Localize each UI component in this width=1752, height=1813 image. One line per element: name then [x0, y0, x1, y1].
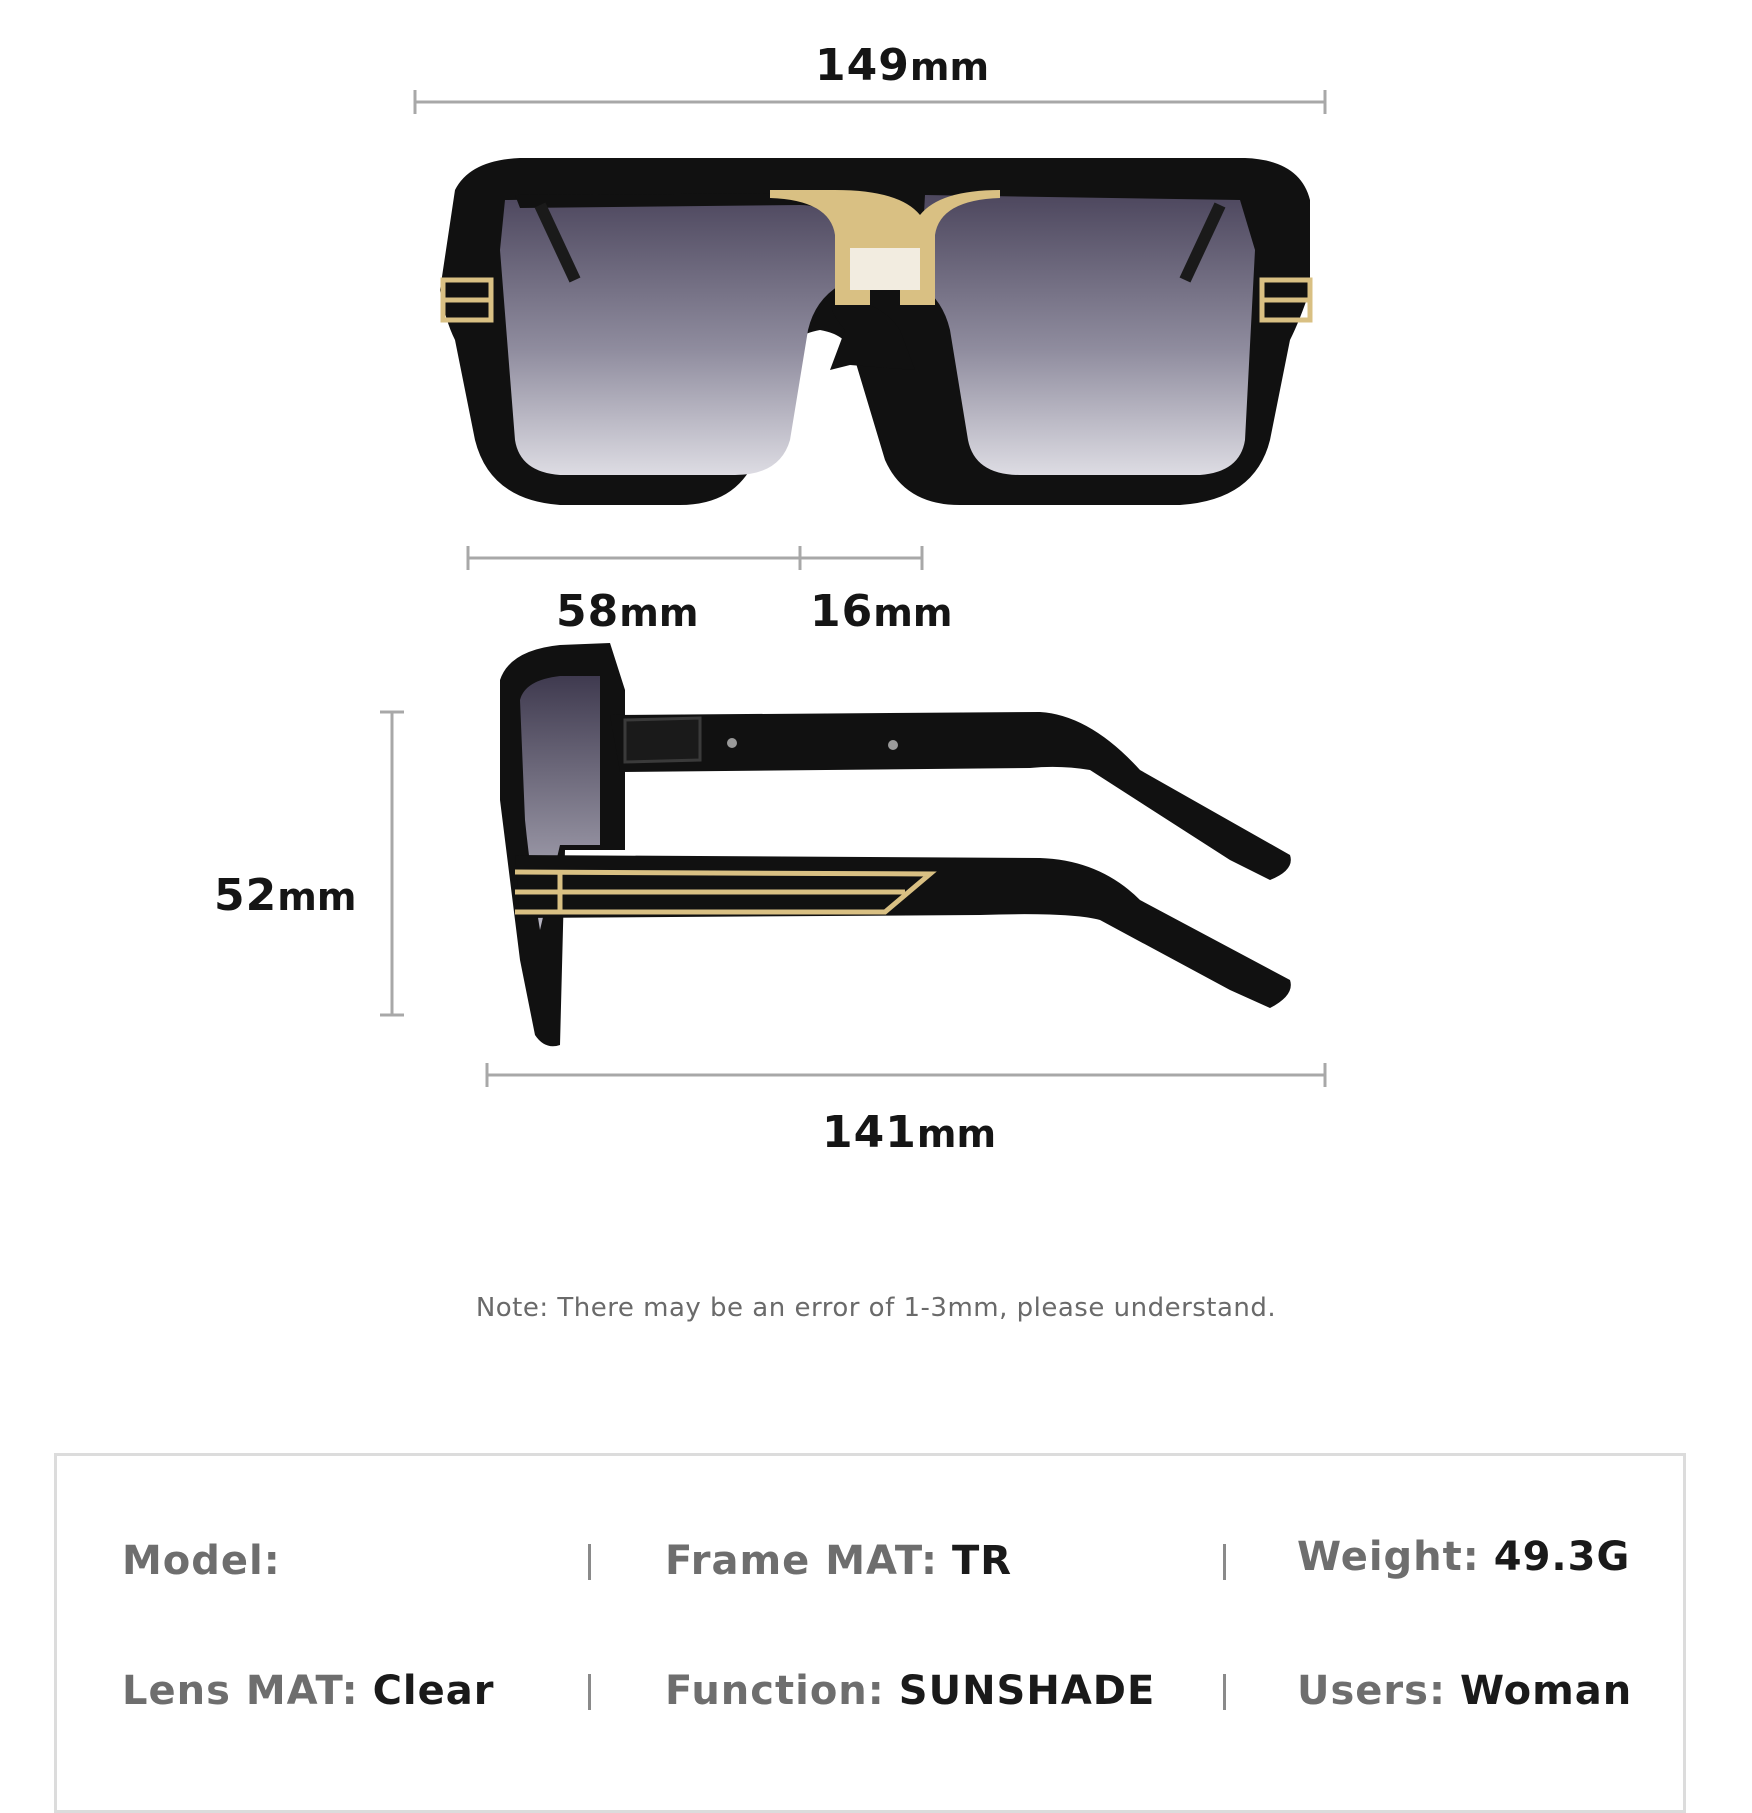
lens-bridge-dimension-line: [468, 546, 922, 570]
total-width-dimension-line: [415, 90, 1325, 114]
temple-length-unit: mm: [916, 1112, 997, 1156]
measurement-note: Note: There may be an error of 1-3mm, please understand.: [475, 1293, 1277, 1323]
lens-height-unit: mm: [277, 875, 357, 919]
spec-weight-value: 49.3G: [1493, 1534, 1631, 1580]
bridge-width-unit: mm: [873, 591, 953, 635]
glasses-side-view: [500, 643, 1291, 1046]
total-width-value: 149: [815, 40, 910, 91]
lens-width-value: 58: [556, 586, 620, 637]
separator: [588, 1674, 591, 1710]
spec-users-value: Woman: [1459, 1668, 1633, 1714]
spec-weight-label: Weight:: [1297, 1534, 1480, 1580]
temple-length-label: [822, 1107, 996, 1158]
spec-lens-mat-value: Clear: [372, 1668, 495, 1714]
spec-function-value: SUNSHADE: [898, 1668, 1156, 1714]
lens-height-label: [214, 870, 356, 921]
spec-function-label: Function:: [665, 1668, 885, 1714]
glasses-front-view: [440, 158, 1310, 505]
spec-model-label: Model:: [122, 1538, 281, 1584]
spec-frame-mat-label: Frame MAT:: [665, 1538, 938, 1584]
lens-height-value: 52: [214, 870, 278, 921]
spec-frame-mat: [665, 1538, 1012, 1584]
separator: [588, 1544, 591, 1580]
spec-users-label: Users:: [1297, 1668, 1446, 1714]
separator: [1223, 1674, 1226, 1710]
spec-users: [1297, 1668, 1632, 1714]
bridge-width-value: 16: [810, 586, 874, 637]
lens-height-dimension-line: [380, 712, 404, 1015]
spec-lens-mat: [122, 1668, 495, 1714]
spec-frame-mat-value: TR: [951, 1538, 1013, 1584]
temple-length-value: 141: [822, 1107, 917, 1158]
total-width-label: [815, 40, 989, 91]
temple-length-dimension-line: [487, 1063, 1325, 1087]
bridge-width-label: [810, 586, 952, 637]
spec-model: [122, 1538, 295, 1584]
specification-panel: [54, 1453, 1686, 1813]
spec-function: [665, 1668, 1155, 1714]
spec-lens-mat-label: Lens MAT:: [122, 1668, 359, 1714]
total-width-unit: mm: [909, 45, 990, 89]
lens-width-label: [556, 586, 698, 637]
lens-width-unit: mm: [619, 591, 699, 635]
separator: [1223, 1544, 1226, 1580]
spec-weight: [1297, 1534, 1630, 1580]
